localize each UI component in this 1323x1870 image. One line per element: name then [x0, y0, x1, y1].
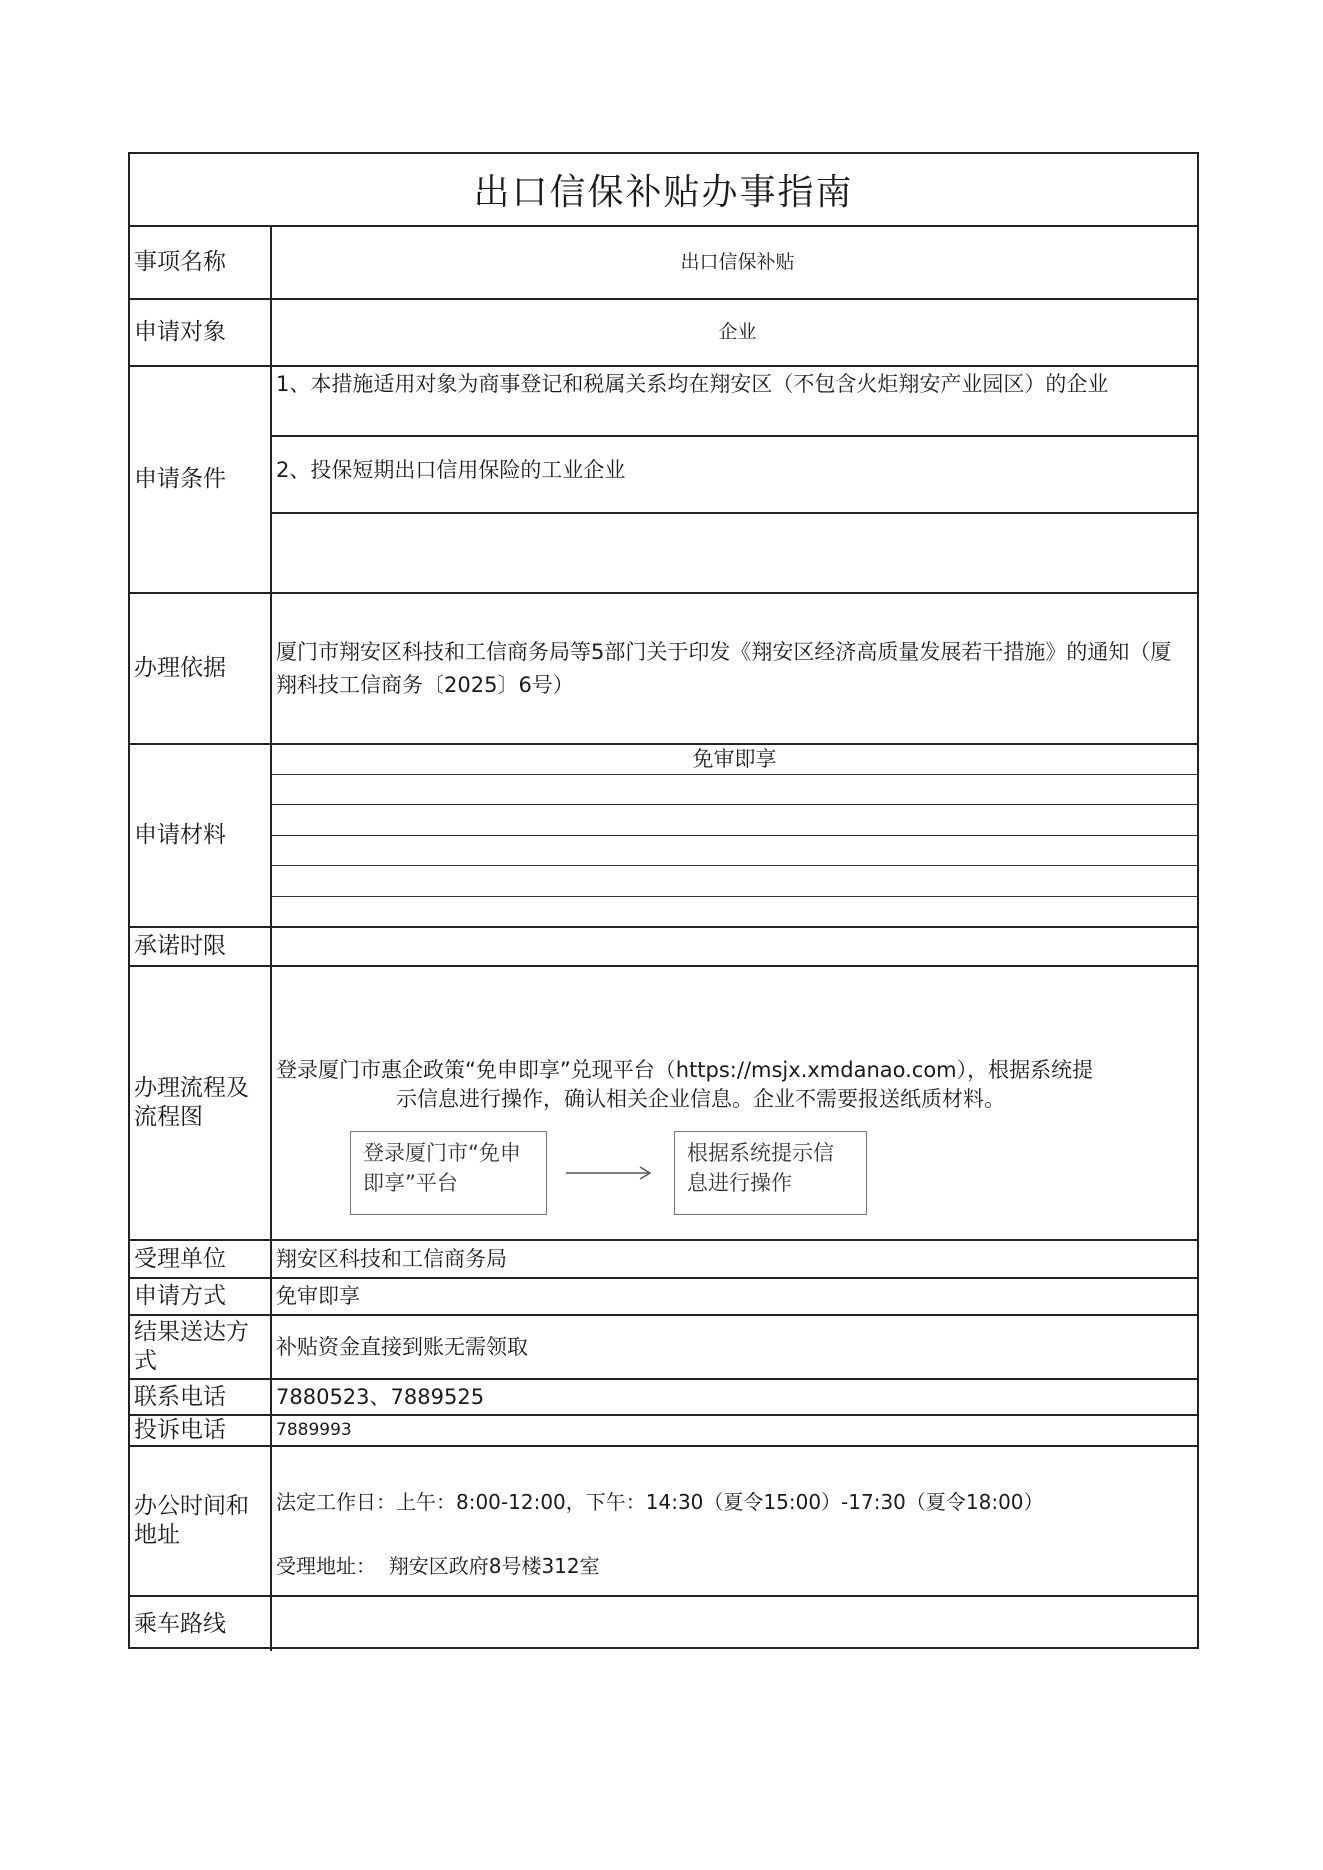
row-route [130, 1597, 1197, 1651]
label-applicant: 申请对象 [130, 300, 272, 365]
value-complaint: 7889993 [276, 1420, 352, 1440]
label-conditions: 申请条件 [130, 367, 272, 592]
label-materials: 申请材料 [130, 745, 272, 926]
label-basis: 办理依据 [130, 594, 272, 743]
condition-2: 2、投保短期出口信用保险的工业企业 [276, 458, 626, 482]
row-hours [130, 1447, 1197, 1597]
flow-arrow-icon [564, 1163, 654, 1183]
row-basis [130, 594, 1197, 745]
materials-line-2 [272, 805, 1197, 836]
value-phone: 7880523、7889525 [276, 1384, 485, 1409]
row-item-name [130, 227, 1197, 300]
value-delivery: 补贴资金直接到账无需领取 [276, 1334, 528, 1359]
materials-line-3 [272, 836, 1197, 866]
value-method: 免审即享 [276, 1284, 360, 1308]
materials-header: 免审即享 [272, 745, 1197, 775]
row-deadline [130, 928, 1197, 967]
condition-cell-2 [272, 437, 1197, 514]
label-complaint: 投诉电话 [130, 1416, 272, 1445]
label-process: 办理流程及流程图 [130, 967, 272, 1239]
materials-content [272, 745, 1197, 926]
materials-line-1 [272, 775, 1197, 805]
value-deadline [272, 928, 1197, 965]
office-hours: 法定工作日：上午：8:00-12:00，下午：14:30（夏令15:00）-17:30（夏令18:00） [276, 1490, 1044, 1514]
materials-line-5 [272, 897, 1197, 928]
label-hours: 办公时间和地址 [130, 1447, 272, 1595]
process-text-line-2: 示信息进行操作，确认相关企业信息。企业不需要报送纸质材料。 [396, 1087, 1005, 1111]
label-deadline: 承诺时限 [130, 928, 272, 965]
label-unit: 受理单位 [130, 1241, 272, 1277]
row-method [130, 1279, 1197, 1316]
value-route [272, 1597, 1197, 1651]
label-route: 乘车路线 [130, 1597, 272, 1651]
value-basis: 厦门市翔安区科技和工信商务局等5部门关于印发《翔安区经济高质量发展若干措施》的通知（厦翔科技工信商务〔2025〕6号） [276, 639, 1172, 697]
hours-content [272, 1447, 1197, 1595]
condition-cell-1 [272, 367, 1197, 437]
office-address: 受理地址： 翔安区政府8号楼312室 [276, 1554, 600, 1578]
label-phone: 联系电话 [130, 1380, 272, 1414]
guide-table [128, 152, 1199, 1649]
row-delivery [130, 1316, 1197, 1380]
flow-step-2: 根据系统提示信息进行操作 [674, 1131, 867, 1215]
value-item-name: 出口信保补贴 [680, 251, 795, 273]
label-item-name: 事项名称 [130, 227, 272, 298]
process-text-line-1: 登录厦门市惠企政策“免申即享”兑现平台（https://msjx.xmdanao.com），根据系统提 [276, 1058, 1094, 1082]
conditions-content [272, 367, 1197, 592]
row-conditions [130, 367, 1197, 594]
label-delivery: 结果送达方式 [130, 1316, 272, 1378]
row-complaint [130, 1416, 1197, 1447]
row-process [130, 967, 1197, 1241]
label-method: 申请方式 [130, 1279, 272, 1314]
row-materials [130, 745, 1197, 928]
value-applicant: 企业 [718, 321, 757, 343]
document-title: 出口信保补贴办事指南 [130, 154, 1197, 227]
condition-cell-3 [272, 514, 1197, 592]
flow-step-1: 登录厦门市“免申即享”平台 [350, 1131, 547, 1215]
materials-line-4 [272, 866, 1197, 897]
process-content [272, 967, 1197, 1239]
condition-1: 1、本措施适用对象为商事登记和税属关系均在翔安区（不包含火炬翔安产业园区）的企业 [276, 372, 1109, 396]
row-applicant [130, 300, 1197, 367]
row-phone [130, 1380, 1197, 1416]
value-unit: 翔安区科技和工信商务局 [276, 1246, 507, 1271]
row-unit [130, 1241, 1197, 1279]
